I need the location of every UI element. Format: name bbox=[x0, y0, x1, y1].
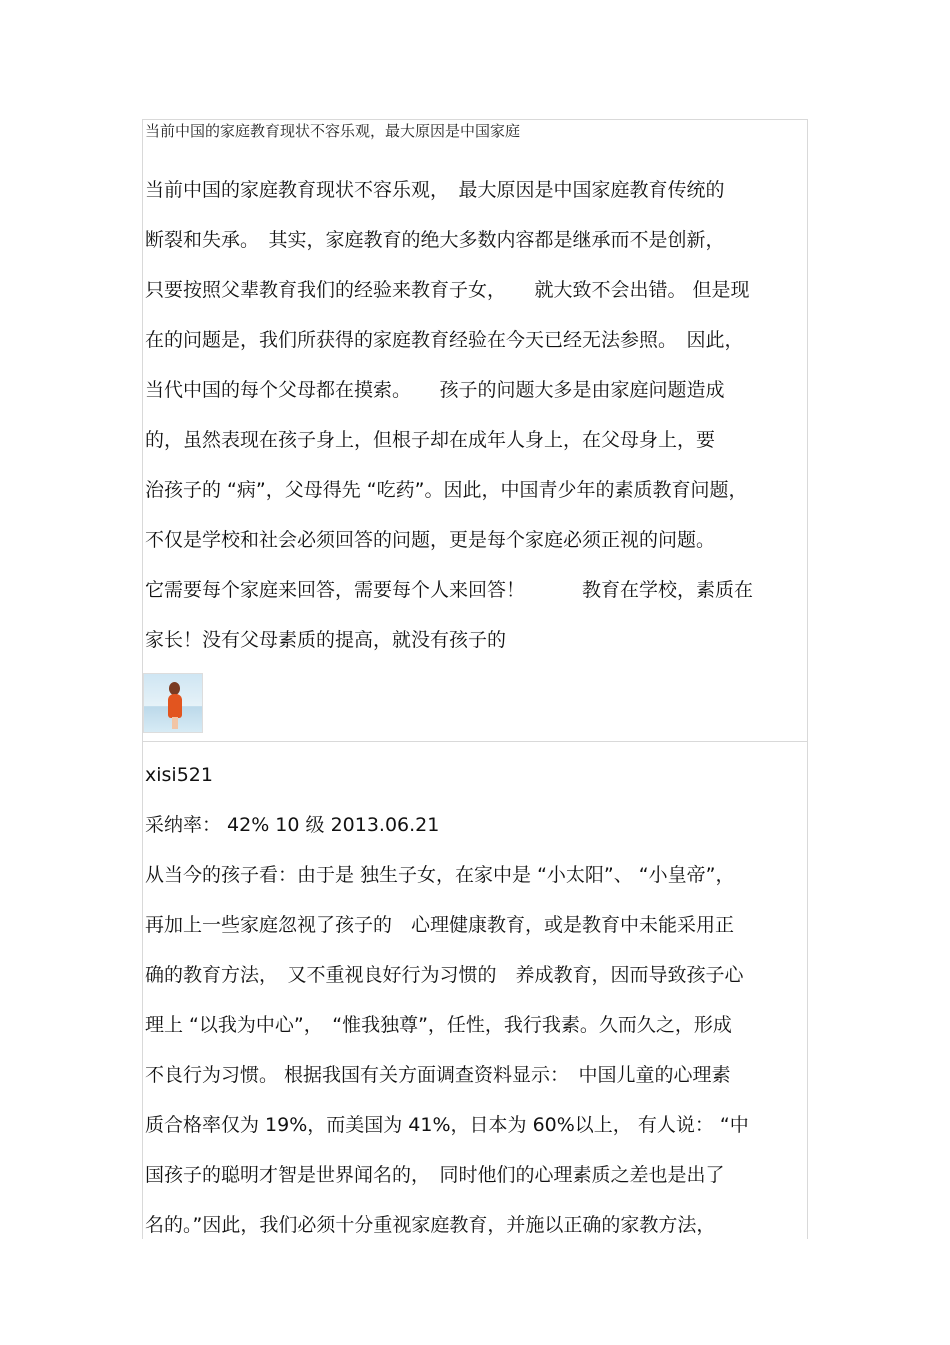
answer-username[interactable]: xisi521 bbox=[145, 764, 213, 786]
article-line: 在的问题是，我们所获得的家庭教育经验在今天已经无法参照。 因此， bbox=[145, 329, 744, 351]
article-line: 只要按照父辈教育我们的经验来教育子女， 就大致不会出错。 但是现 bbox=[145, 279, 750, 301]
answer-line: 从当今的孩子看：由于是 独生子女，在家中是 “小太阳”、 “小皇帝”， bbox=[145, 864, 735, 886]
avatar-figure-body bbox=[168, 694, 182, 718]
avatar-figure-leg bbox=[172, 717, 178, 729]
answer-meta: 采纳率： 42% 10 级 2013.06.21 bbox=[145, 814, 440, 836]
article-heading: 当前中国的家庭教育现状不容乐观，最大原因是中国家庭 bbox=[145, 122, 521, 140]
answer-line: 再加上一些家庭忽视了孩子的 心理健康教育，或是教育中未能采用正 bbox=[145, 914, 735, 936]
answer-line: 确的教育方法， 又不重视良好行为习惯的 养成教育，因而导致孩子心 bbox=[145, 964, 744, 986]
article-line: 家长！没有父母素质的提高，就没有孩子的 bbox=[145, 629, 507, 651]
article-line: 断裂和失承。 其实，家庭教育的绝大多数内容都是继承而不是创新， bbox=[145, 229, 725, 251]
answer-line: 质合格率仅为 19%，而美国为 41%，日本为 60%以上， 有人说： “中 bbox=[145, 1114, 749, 1136]
article-line: 当前中国的家庭教育现状不容乐观， 最大原因是中国家庭教育传统的 bbox=[145, 179, 725, 201]
answer-line: 不良行为习惯。 根据我国有关方面调查资料显示： 中国儿童的心理素 bbox=[145, 1064, 731, 1086]
user-avatar-photo-icon[interactable] bbox=[143, 673, 203, 733]
answer-line: 国孩子的聪明才智是世界闻名的， 同时他们的心理素质之差也是出了 bbox=[145, 1164, 725, 1186]
article-line: 它需要每个家庭来回答，需要每个人来回答！ 教育在学校，素质在 bbox=[145, 579, 754, 601]
answer-section bbox=[145, 750, 805, 1250]
article-line: 治孩子的 “病”，父母得先 “吃药”。因此，中国青少年的素质教育问题， bbox=[145, 479, 748, 501]
section-divider bbox=[142, 741, 807, 742]
article-line: 当代中国的每个父母都在摸索。 孩子的问题大多是由家庭问题造成 bbox=[145, 379, 725, 401]
article-body bbox=[145, 165, 805, 665]
answer-line: 理上 “以我为中心”， “惟我独尊”，任性，我行我素。久而久之，形成 bbox=[145, 1014, 732, 1036]
article-section bbox=[145, 120, 805, 665]
article-line: 不仅是学校和社会必须回答的问题，更是每个家庭必须正视的问题。 bbox=[145, 529, 716, 551]
article-line: 的，虽然表现在孩子身上，但根子却在成年人身上，在父母身上，要 bbox=[145, 429, 716, 451]
answer-line: 名的。”因此，我们必须十分重视家庭教育，并施以正确的家教方法， bbox=[145, 1214, 716, 1236]
